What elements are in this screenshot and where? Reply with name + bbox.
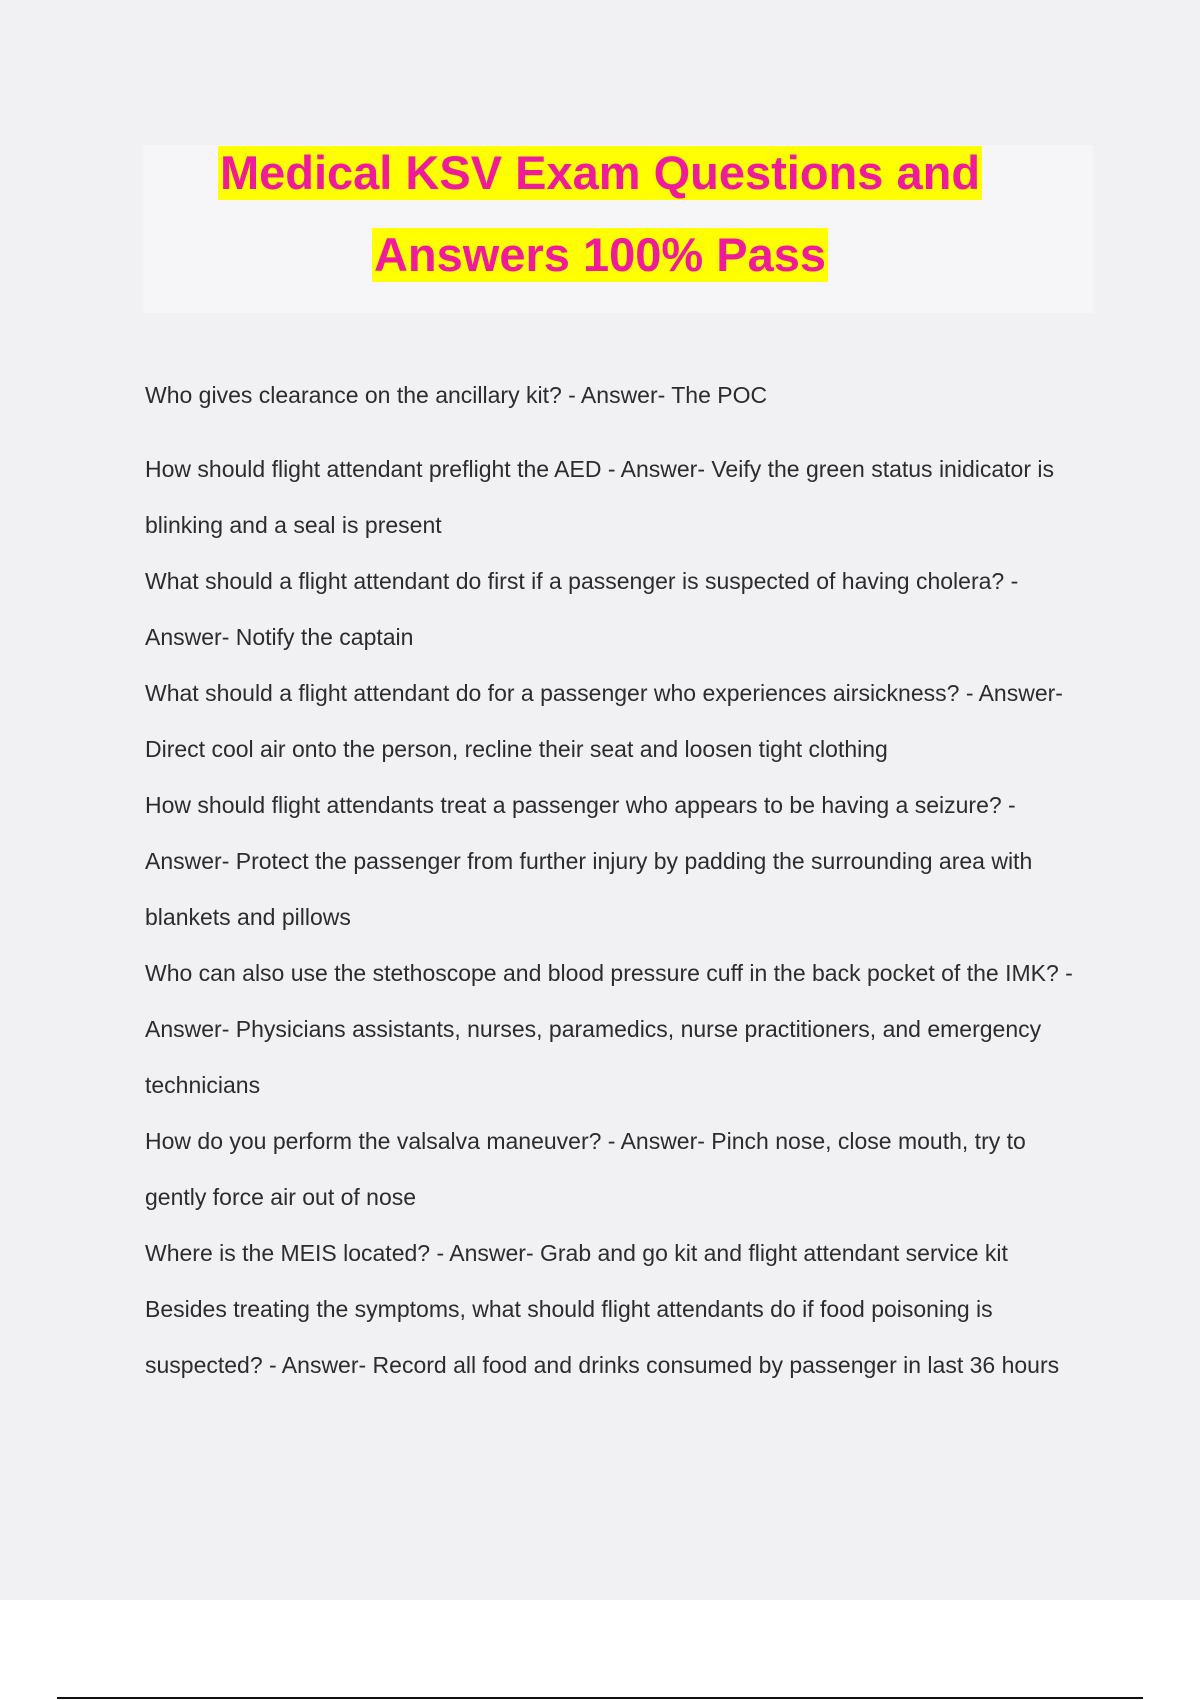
qa-list xyxy=(145,367,1090,1393)
qa-item: How do you perform the valsalva maneuver? - Answer- Pinch nose, close mouth, try to gently force air out of nose xyxy=(145,1128,1026,1210)
document-title-line-2: Answers 100% Pass xyxy=(373,228,826,281)
qa-item: Where is the MEIS located? - Answer- Grab and go kit and flight attendant service kit xyxy=(145,1240,1008,1266)
qa-item: Besides treating the symptoms, what should flight attendants do if food poisoning is suspected? - Answer- Record all food and drinks consumed by passenger in last 36 hours xyxy=(145,1296,1060,1378)
qa-item: Who can also use the stethoscope and blood pressure cuff in the back pocket of the IMK? - Answer- Physicians assistants, nurses, paramedics, nurse practitioners, and emergency technicians xyxy=(145,960,1073,1098)
document-title-line-1: Medical KSV Exam Questions and xyxy=(219,146,981,199)
footer-rule xyxy=(57,1697,1143,1699)
qa-item: Who gives clearance on the ancillary kit? - Answer- The POC xyxy=(145,382,768,408)
qa-item: How should flight attendant preflight the AED - Answer- Veify the green status inidicator is blinking and a seal is present xyxy=(145,456,1054,538)
qa-item: What should a flight attendant do for a passenger who experiences airsickness? - Answer- Direct cool air onto the person, recline their seat and loosen tight clothing xyxy=(145,680,1063,762)
qa-item: How should flight attendants treat a passenger who appears to be having a seizure? - Answer- Protect the passenger from further injury by padding the surrounding area with blankets and pillows xyxy=(145,792,1033,930)
qa-item: What should a flight attendant do first if a passenger is suspected of having cholera? - Answer- Notify the captain xyxy=(145,568,1019,650)
